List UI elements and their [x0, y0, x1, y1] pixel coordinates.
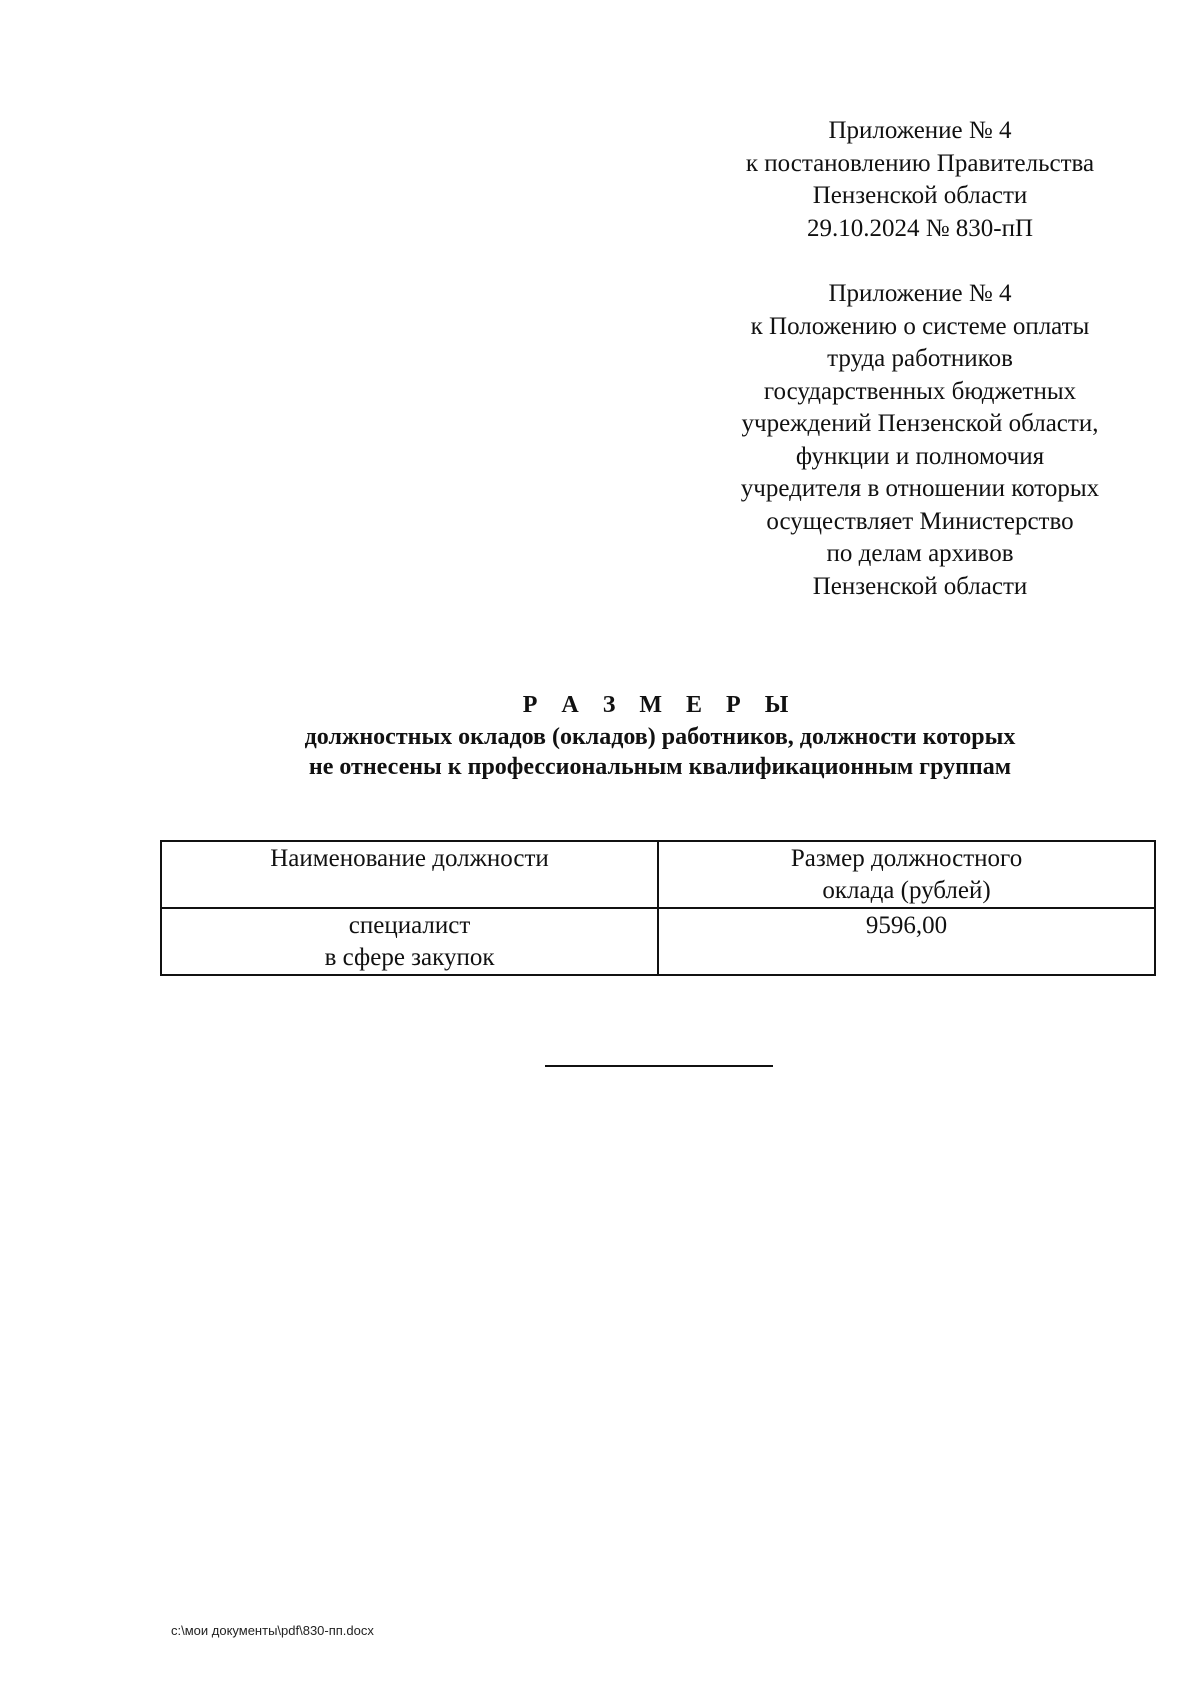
annex-header-regulation	[690, 278, 1150, 603]
title-subtitle-line-2: не отнесены к профессиональным квалификационным группам	[308, 754, 1012, 780]
annex-2-line-7: учредителя в отношении которых	[740, 475, 1100, 502]
header-salary-line-2: оклада (рублей)	[822, 877, 991, 904]
salary-table-container	[160, 840, 1156, 976]
title-subtitle-line-1: должностных окладов (окладов) работников, должности которых	[304, 724, 1016, 750]
annex-1-line-2: к постановлению Правительства	[745, 149, 1095, 177]
annex-2-line-5: учреждений Пензенской области,	[741, 410, 1099, 437]
closing-rule	[545, 1065, 773, 1067]
header-position-text: Наименование должности	[270, 845, 549, 872]
annex-1-line-4: 29.10.2024 № 830-пП	[806, 214, 1034, 242]
annex-2-line-9: по делам архивов	[826, 540, 1014, 567]
document-title	[160, 690, 1160, 782]
annex-1-line-3: Пензенской области	[812, 182, 1028, 209]
annex-2-line-2: к Положению о системе оплаты	[750, 312, 1090, 340]
footer-file-path: c:\мои документы\pdf\830-пп.docx	[171, 1623, 374, 1638]
annex-1-line-1: Приложение № 4	[828, 117, 1012, 144]
cell-salary	[658, 908, 1155, 975]
annex-header-government-decree	[690, 115, 1150, 245]
salary-table	[160, 840, 1156, 976]
annex-2-line-1: Приложение № 4	[828, 280, 1012, 307]
header-salary	[658, 841, 1155, 908]
annex-2-line-8: осуществляет Министерство	[766, 507, 1074, 535]
title-main: Р А З М Е Р Ы	[522, 692, 798, 718]
annex-2-line-4: государственных бюджетных	[763, 377, 1077, 405]
cell-position	[161, 908, 658, 975]
cell-salary-value: 9596,00	[865, 912, 948, 939]
table-header-row	[161, 841, 1155, 908]
annex-2-line-10: Пензенской области	[812, 572, 1028, 600]
header-position	[161, 841, 658, 908]
annex-2-line-6: функции и полномочия	[795, 442, 1045, 470]
annex-2-line-3: труда работников	[827, 345, 1013, 372]
header-salary-line-1: Размер должностного	[790, 845, 1023, 872]
cell-position-line-2: в сфере закупок	[324, 944, 495, 971]
cell-position-line-1: специалист	[348, 912, 471, 939]
table-row	[161, 908, 1155, 975]
